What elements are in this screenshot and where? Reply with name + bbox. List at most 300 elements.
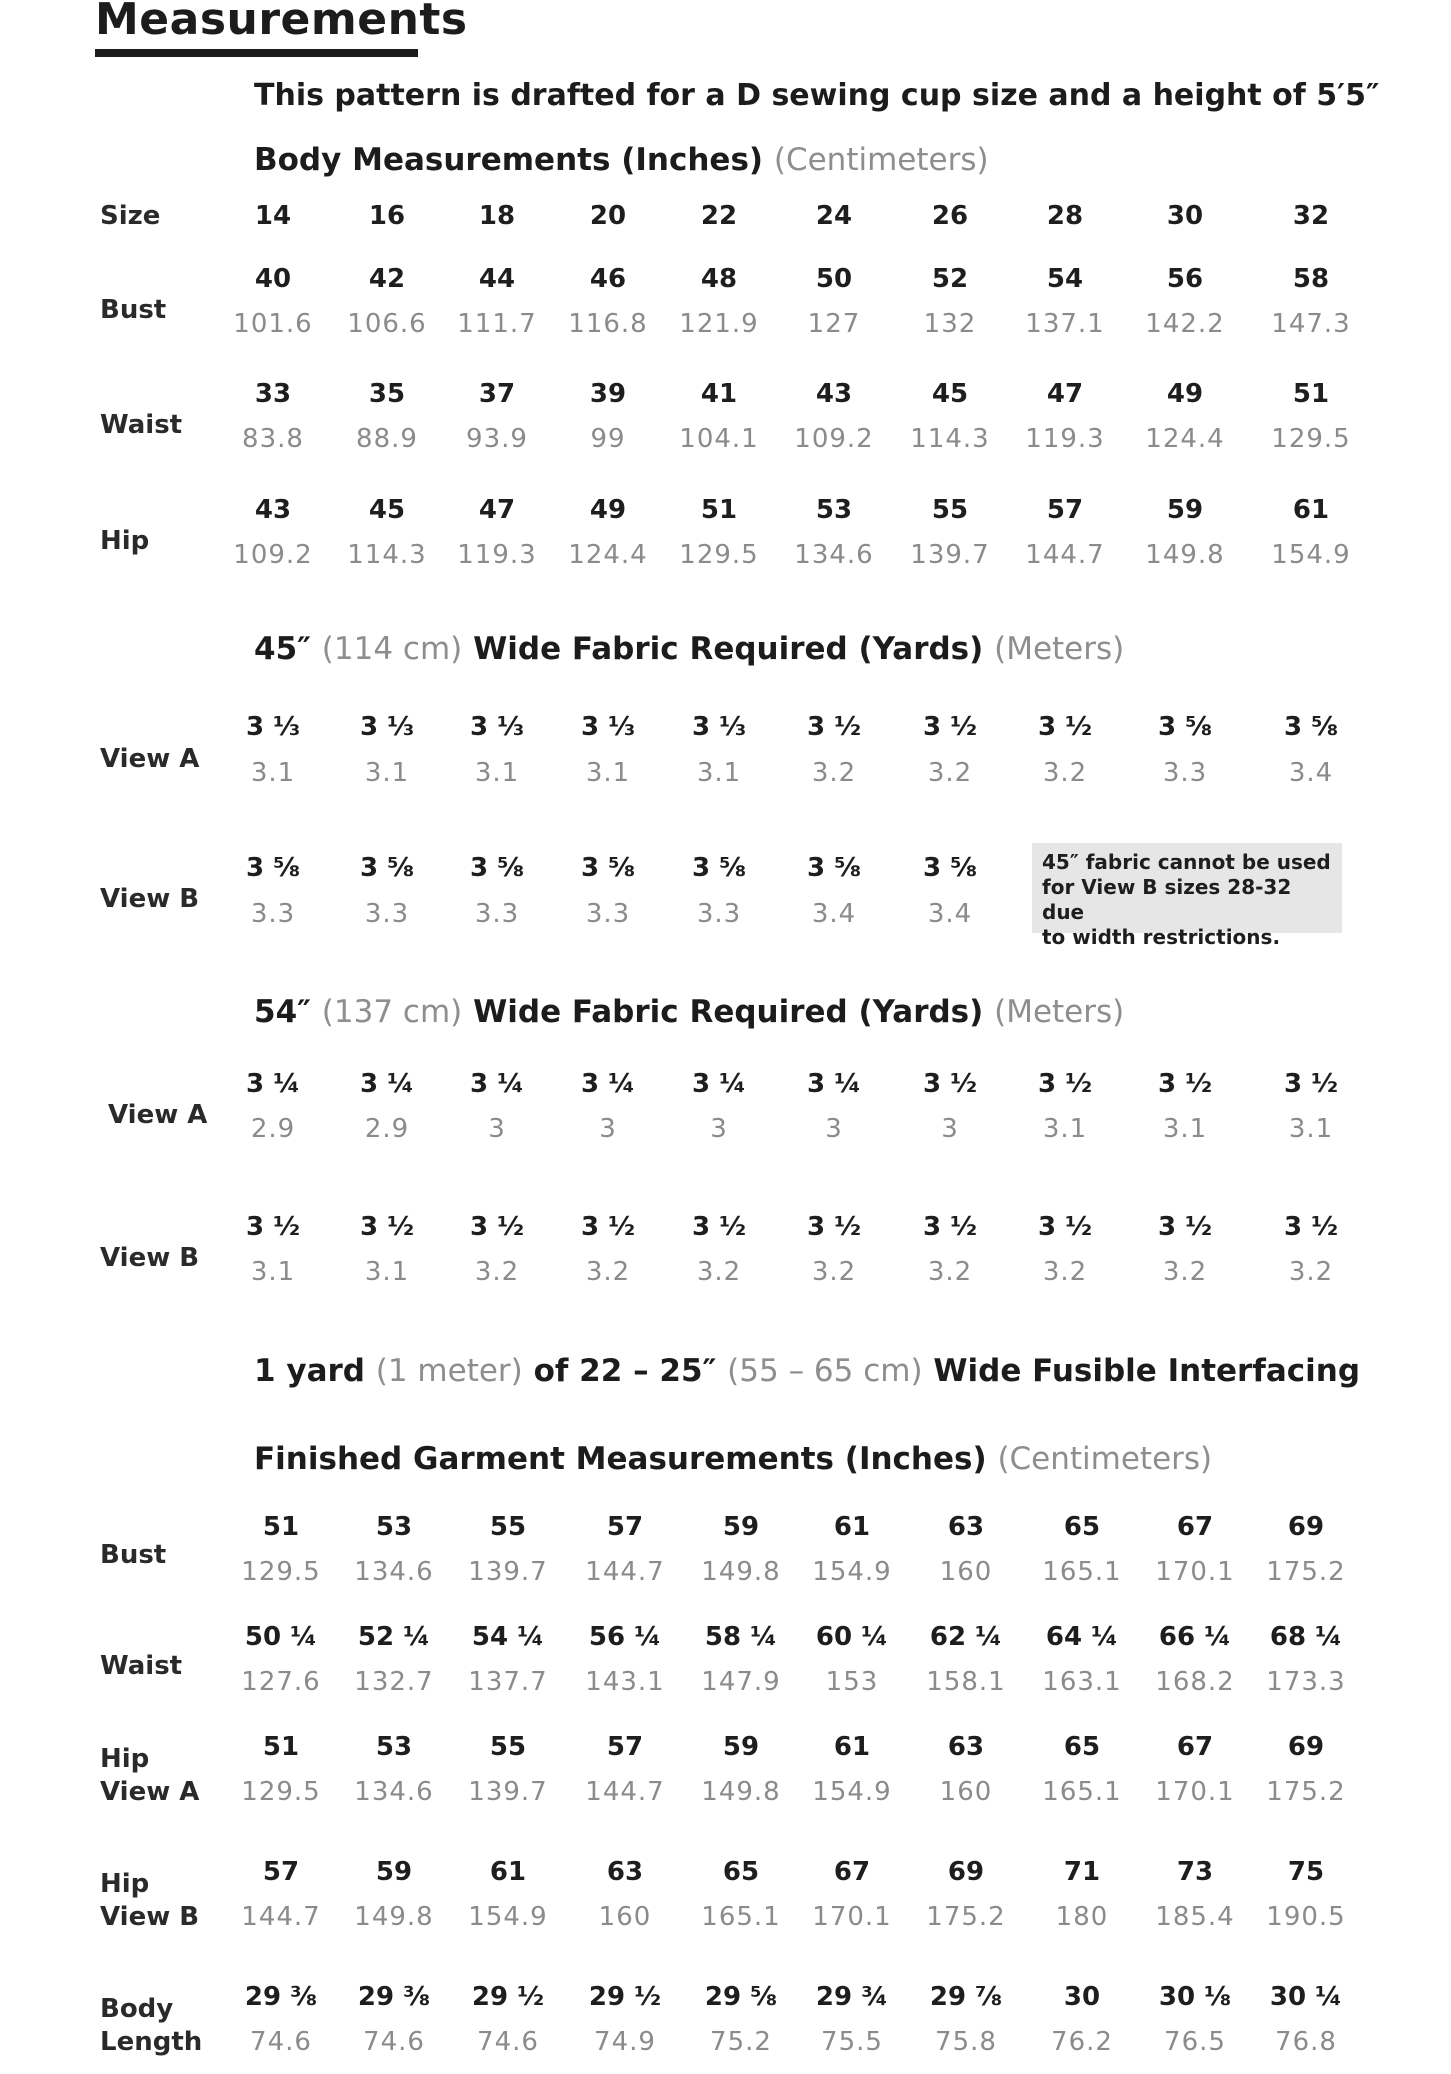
table-cell: 75	[1287, 1857, 1325, 1887]
table-cell: 154.9	[1271, 540, 1351, 570]
table-cell: 175.2	[1266, 1557, 1346, 1587]
table-cell: 30 ⅛	[1158, 1982, 1232, 2012]
table-cell: 3	[599, 1114, 617, 1144]
table-cell: 2.9	[364, 1114, 410, 1144]
table-cell: 61	[833, 1732, 871, 1762]
table-cell: 175.2	[926, 1902, 1006, 1932]
table-cell: 185.4	[1155, 1902, 1235, 1932]
table-cell: 3	[825, 1114, 843, 1144]
table-cell: 50 ¼	[244, 1622, 318, 1652]
table-cell: 3 ⅓	[359, 712, 415, 742]
finished-hip-b-cm-row	[0, 1902, 1451, 1936]
finished-hip-a-label-2: View A	[100, 1777, 200, 1807]
table-cell: 127	[807, 309, 861, 339]
table-cell: 129.5	[1271, 424, 1351, 454]
table-cell: 3 ¼	[359, 1069, 415, 1099]
bust-cm-row	[0, 309, 1451, 343]
table-cell: 67	[1176, 1512, 1214, 1542]
finished-heading-text: Finished Garment Measurements (Inches)	[254, 1441, 987, 1477]
table-cell: 3 ⅝	[1157, 712, 1213, 742]
table-cell: 61	[489, 1857, 527, 1887]
table-cell: 124.4	[568, 540, 648, 570]
table-cell: 3.3	[585, 899, 631, 929]
table-cell: 3.3	[1162, 758, 1208, 788]
table-cell: 3	[710, 1114, 728, 1144]
table-cell: 76.2	[1051, 2027, 1113, 2057]
table-cell: 3.3	[364, 899, 410, 929]
table-cell: 53	[375, 1512, 413, 1542]
table-cell: 3 ½	[580, 1212, 636, 1242]
table-cell: 147.3	[1271, 309, 1351, 339]
table-cell: 76.8	[1275, 2027, 1337, 2057]
table-cell: 3 ½	[1157, 1069, 1213, 1099]
fabric-45-meters: (Meters)	[994, 631, 1125, 667]
table-cell: 14	[254, 201, 292, 231]
table-cell: 160	[598, 1902, 652, 1932]
table-cell: 55	[489, 1512, 527, 1542]
table-cell: 3 ⅝	[806, 853, 862, 883]
table-cell: 3 ⅝	[1283, 712, 1339, 742]
finished-length-label-2: Length	[100, 2027, 203, 2057]
table-cell: 127.6	[241, 1667, 321, 1697]
table-cell: 132.7	[354, 1667, 434, 1697]
finished-hip-a-cm-row	[0, 1777, 1451, 1811]
fabric-54-view-a-meters-row	[0, 1114, 1451, 1148]
table-cell: 3.4	[927, 899, 973, 929]
table-cell: 149.8	[701, 1557, 781, 1587]
table-cell: 3 ½	[1283, 1069, 1339, 1099]
table-cell: 154.9	[812, 1557, 892, 1587]
table-cell: 45	[368, 495, 406, 525]
table-cell: 170.1	[812, 1902, 892, 1932]
table-cell: 56	[1166, 264, 1204, 294]
table-cell: 149.8	[701, 1777, 781, 1807]
table-cell: 71	[1063, 1857, 1101, 1887]
table-cell: 139.7	[910, 540, 990, 570]
table-cell: 63	[947, 1732, 985, 1762]
table-cell: 160	[939, 1557, 993, 1587]
table-cell: 142.2	[1145, 309, 1225, 339]
table-cell: 3.3	[250, 899, 296, 929]
table-cell: 165.1	[1042, 1557, 1122, 1587]
table-cell: 3 ½	[1037, 712, 1093, 742]
finished-hip-a-label-1: Hip	[100, 1744, 150, 1774]
body-heading-text: Body Measurements (Inches)	[254, 142, 764, 178]
table-cell: 3	[941, 1114, 959, 1144]
table-cell: 170.1	[1155, 1777, 1235, 1807]
table-cell: 73	[1176, 1857, 1214, 1887]
table-cell: 75.5	[821, 2027, 883, 2057]
table-cell: 132	[923, 309, 977, 339]
table-cell: 29 ½	[471, 1982, 545, 2012]
table-cell: 2.9	[250, 1114, 296, 1144]
table-cell: 16	[368, 201, 406, 231]
table-cell: 29 ⅜	[357, 1982, 431, 2012]
table-cell: 3.2	[927, 758, 973, 788]
table-cell: 57	[262, 1857, 300, 1887]
table-cell: 66 ¼	[1158, 1622, 1232, 1652]
table-cell: 74.6	[477, 2027, 539, 2057]
finished-length-label-1: Body	[100, 1994, 174, 2024]
table-cell: 35	[368, 379, 406, 409]
table-cell: 45	[931, 379, 969, 409]
table-cell: 3 ⅓	[469, 712, 525, 742]
table-cell: 3.4	[811, 899, 857, 929]
table-cell: 3	[488, 1114, 506, 1144]
table-cell: 3.4	[1288, 758, 1334, 788]
fabric-54-view-b-yards-row	[0, 1212, 1451, 1246]
table-cell: 3 ⅝	[580, 853, 636, 883]
table-cell: 3 ½	[469, 1212, 525, 1242]
table-cell: 61	[1292, 495, 1330, 525]
table-cell: 153	[825, 1667, 879, 1697]
table-cell: 65	[722, 1857, 760, 1887]
table-cell: 144.7	[585, 1777, 665, 1807]
table-cell: 134.6	[354, 1557, 434, 1587]
table-cell: 69	[1287, 1732, 1325, 1762]
table-cell: 41	[700, 379, 738, 409]
table-cell: 3 ⅝	[922, 853, 978, 883]
table-cell: 29 ¾	[815, 1982, 889, 2012]
table-cell: 74.6	[250, 2027, 312, 2057]
table-cell: 168.2	[1155, 1667, 1235, 1697]
table-cell: 3.2	[1162, 1257, 1208, 1287]
table-cell: 3 ½	[806, 712, 862, 742]
interfacing-type: Wide Fusible Interfacing	[933, 1353, 1361, 1389]
table-cell: 121.9	[679, 309, 759, 339]
table-cell: 3.3	[474, 899, 520, 929]
hip-cm-row	[0, 540, 1451, 574]
table-cell: 149.8	[354, 1902, 434, 1932]
table-cell: 42	[368, 264, 406, 294]
table-cell: 51	[1292, 379, 1330, 409]
table-cell: 165.1	[1042, 1777, 1122, 1807]
table-cell: 129.5	[241, 1557, 321, 1587]
table-cell: 30	[1063, 1982, 1101, 2012]
table-cell: 67	[833, 1857, 871, 1887]
size-row	[0, 201, 1451, 235]
finished-hip-b-inches-row	[0, 1857, 1451, 1891]
page-title: Measurements	[95, 0, 468, 45]
table-cell: 147.9	[701, 1667, 781, 1697]
hip-inches-row	[0, 495, 1451, 529]
table-cell: 43	[815, 379, 853, 409]
finished-hip-b-label-2: View B	[100, 1902, 200, 1932]
table-cell: 40	[254, 264, 292, 294]
table-cell: 3.1	[1042, 1114, 1088, 1144]
table-cell: 57	[1046, 495, 1084, 525]
table-cell: 52	[931, 264, 969, 294]
table-cell: 134.6	[794, 540, 874, 570]
fabric-45-view-a-label: View A	[100, 744, 200, 774]
fabric-54-title: Wide Fabric Required (Yards)	[473, 994, 984, 1030]
table-cell: 3.2	[811, 1257, 857, 1287]
table-cell: 3 ½	[806, 1212, 862, 1242]
callout-line-3: to width restrictions.	[1042, 925, 1281, 949]
table-cell: 29 ⅞	[929, 1982, 1003, 2012]
table-cell: 51	[700, 495, 738, 525]
table-cell: 56 ¼	[588, 1622, 662, 1652]
table-cell: 3 ¼	[806, 1069, 862, 1099]
fabric-45-view-a-yards-row	[0, 712, 1451, 746]
table-cell: 24	[815, 201, 853, 231]
table-cell: 51	[262, 1732, 300, 1762]
table-cell: 3.1	[1162, 1114, 1208, 1144]
table-cell: 49	[589, 495, 627, 525]
table-cell: 59	[375, 1857, 413, 1887]
table-cell: 59	[722, 1512, 760, 1542]
waist-inches-row	[0, 379, 1451, 413]
finished-waist-label: Waist	[100, 1651, 183, 1681]
table-cell: 57	[606, 1732, 644, 1762]
table-cell: 22	[700, 201, 738, 231]
table-cell: 57	[606, 1512, 644, 1542]
table-cell: 62 ¼	[929, 1622, 1003, 1652]
table-cell: 44	[478, 264, 516, 294]
table-cell: 53	[815, 495, 853, 525]
fabric-45-width: 45″	[254, 631, 311, 667]
table-cell: 3 ⅝	[245, 853, 301, 883]
table-cell: 3.1	[364, 758, 410, 788]
table-cell: 75.2	[710, 2027, 772, 2057]
fabric-54-view-a-label: View A	[108, 1100, 208, 1130]
table-cell: 3.1	[364, 1257, 410, 1287]
table-cell: 68 ¼	[1269, 1622, 1343, 1652]
fabric-54-view-a-yards-row	[0, 1069, 1451, 1103]
table-cell: 58 ¼	[704, 1622, 778, 1652]
table-cell: 30 ¼	[1269, 1982, 1343, 2012]
table-cell: 54	[1046, 264, 1084, 294]
table-cell: 165.1	[701, 1902, 781, 1932]
finished-bust-inches-row	[0, 1512, 1451, 1546]
table-cell: 154.9	[812, 1777, 892, 1807]
table-cell: 33	[254, 379, 292, 409]
table-cell: 3.2	[1288, 1257, 1334, 1287]
table-cell: 3.1	[250, 758, 296, 788]
table-cell: 137.1	[1025, 309, 1105, 339]
table-cell: 63	[606, 1857, 644, 1887]
table-cell: 163.1	[1042, 1667, 1122, 1697]
table-cell: 144.7	[1025, 540, 1105, 570]
table-cell: 55	[931, 495, 969, 525]
table-cell: 74.6	[363, 2027, 425, 2057]
table-cell: 3 ⅝	[691, 853, 747, 883]
hip-label: Hip	[100, 526, 150, 556]
table-cell: 3.1	[1288, 1114, 1334, 1144]
table-cell: 69	[947, 1857, 985, 1887]
table-cell: 134.6	[354, 1777, 434, 1807]
table-cell: 3 ⅓	[580, 712, 636, 742]
table-cell: 49	[1166, 379, 1204, 409]
width-restriction-note	[1032, 843, 1342, 949]
fabric-54-meters: (Meters)	[994, 994, 1125, 1030]
body-heading-metric: (Centimeters)	[773, 142, 989, 178]
waist-cm-row	[0, 424, 1451, 458]
fabric-54-width-cm: (137 cm)	[321, 994, 463, 1030]
table-cell: 149.8	[1145, 540, 1225, 570]
table-cell: 3 ½	[245, 1212, 301, 1242]
table-cell: 124.4	[1145, 424, 1225, 454]
table-cell: 109.2	[794, 424, 874, 454]
interfacing-note	[254, 1353, 1360, 1389]
table-cell: 111.7	[457, 309, 537, 339]
bust-inches-row	[0, 264, 1451, 298]
table-cell: 104.1	[679, 424, 759, 454]
table-cell: 144.7	[585, 1557, 665, 1587]
callout-line-1: 45″ fabric cannot be used	[1042, 850, 1331, 874]
table-cell: 3.1	[696, 758, 742, 788]
table-cell: 69	[1287, 1512, 1325, 1542]
table-cell: 75.8	[935, 2027, 997, 2057]
table-cell: 52 ¼	[357, 1622, 431, 1652]
table-cell: 137.7	[468, 1667, 548, 1697]
table-cell: 28	[1046, 201, 1084, 231]
table-cell: 129.5	[241, 1777, 321, 1807]
table-cell: 3.2	[927, 1257, 973, 1287]
table-cell: 46	[589, 264, 627, 294]
table-cell: 99	[590, 424, 626, 454]
finished-length-cm-row	[0, 2027, 1451, 2061]
table-cell: 158.1	[926, 1667, 1006, 1697]
table-cell: 47	[478, 495, 516, 525]
table-cell: 3 ¼	[580, 1069, 636, 1099]
table-cell: 3 ½	[691, 1212, 747, 1242]
table-cell: 3 ⅝	[469, 853, 525, 883]
table-cell: 3 ½	[922, 1212, 978, 1242]
table-cell: 3 ⅝	[359, 853, 415, 883]
table-cell: 3.1	[585, 758, 631, 788]
table-cell: 37	[478, 379, 516, 409]
finished-heading-metric: (Centimeters)	[997, 1441, 1213, 1477]
table-cell: 3.1	[250, 1257, 296, 1287]
table-cell: 160	[939, 1777, 993, 1807]
fabric-54-view-b-meters-row	[0, 1257, 1451, 1291]
table-cell: 55	[489, 1732, 527, 1762]
fabric-45-title: Wide Fabric Required (Yards)	[473, 631, 984, 667]
table-cell: 114.3	[347, 540, 427, 570]
interfacing-width-cm: (55 – 65 cm)	[727, 1353, 923, 1389]
finished-hip-b-label-1: Hip	[100, 1869, 150, 1899]
table-cell: 3 ½	[922, 1069, 978, 1099]
table-cell: 106.6	[347, 309, 427, 339]
table-cell: 59	[722, 1732, 760, 1762]
table-cell: 53	[375, 1732, 413, 1762]
table-cell: 93.9	[466, 424, 528, 454]
table-cell: 59	[1166, 495, 1204, 525]
table-cell: 18	[478, 201, 516, 231]
table-cell: 30	[1166, 201, 1204, 231]
table-cell: 29 ⅝	[704, 1982, 778, 2012]
table-cell: 3.2	[1042, 758, 1088, 788]
table-cell: 3.2	[696, 1257, 742, 1287]
table-cell: 3.3	[696, 899, 742, 929]
size-label: Size	[100, 201, 161, 231]
table-cell: 29 ⅜	[244, 1982, 318, 2012]
table-cell: 116.8	[568, 309, 648, 339]
table-cell: 67	[1176, 1732, 1214, 1762]
title-underline	[95, 49, 418, 57]
table-cell: 3.2	[1042, 1257, 1088, 1287]
table-cell: 20	[589, 201, 627, 231]
table-cell: 64 ¼	[1045, 1622, 1119, 1652]
fabric-54-width: 54″	[254, 994, 311, 1030]
finished-waist-cm-row	[0, 1667, 1451, 1701]
table-cell: 3 ¼	[691, 1069, 747, 1099]
table-cell: 109.2	[233, 540, 313, 570]
table-cell: 3 ½	[922, 712, 978, 742]
table-cell: 170.1	[1155, 1557, 1235, 1587]
table-cell: 3 ⅓	[691, 712, 747, 742]
callout-line-2: for View B sizes 28-32 due	[1042, 875, 1292, 924]
table-cell: 3 ½	[359, 1212, 415, 1242]
table-cell: 83.8	[242, 424, 304, 454]
table-cell: 175.2	[1266, 1777, 1346, 1807]
interfacing-meter: (1 meter)	[375, 1353, 523, 1389]
waist-label: Waist	[100, 410, 183, 440]
table-cell: 61	[833, 1512, 871, 1542]
table-cell: 48	[700, 264, 738, 294]
fabric-54-heading	[254, 994, 1124, 1030]
interfacing-yard: 1 yard	[254, 1353, 365, 1389]
table-cell: 76.5	[1164, 2027, 1226, 2057]
finished-length-inches-row	[0, 1982, 1451, 2016]
table-cell: 3 ½	[1283, 1212, 1339, 1242]
interfacing-width-in: of 22 – 25″	[533, 1353, 717, 1389]
table-cell: 114.3	[910, 424, 990, 454]
table-cell: 173.3	[1266, 1667, 1346, 1697]
body-measurements-heading	[254, 142, 989, 178]
table-cell: 88.9	[356, 424, 418, 454]
table-cell: 154.9	[468, 1902, 548, 1932]
table-cell: 3.2	[811, 758, 857, 788]
table-cell: 139.7	[468, 1557, 548, 1587]
table-cell: 3 ¼	[245, 1069, 301, 1099]
bust-label: Bust	[100, 295, 167, 325]
table-cell: 3.2	[474, 1257, 520, 1287]
table-cell: 3 ½	[1037, 1069, 1093, 1099]
table-cell: 26	[931, 201, 969, 231]
table-cell: 74.9	[594, 2027, 656, 2057]
fabric-45-view-a-meters-row	[0, 758, 1451, 792]
table-cell: 51	[262, 1512, 300, 1542]
fabric-45-width-cm: (114 cm)	[321, 631, 463, 667]
finished-waist-inches-row	[0, 1622, 1451, 1656]
fabric-54-view-b-label: View B	[100, 1243, 200, 1273]
pattern-note: This pattern is drafted for a D sewing cup size and a height of 5′5″	[254, 78, 1380, 113]
finished-bust-label: Bust	[100, 1540, 167, 1570]
table-cell: 65	[1063, 1512, 1101, 1542]
table-cell: 54 ¼	[471, 1622, 545, 1652]
table-cell: 144.7	[241, 1902, 321, 1932]
table-cell: 63	[947, 1512, 985, 1542]
fabric-45-view-b-label: View B	[100, 884, 200, 914]
table-cell: 143.1	[585, 1667, 665, 1697]
table-cell: 50	[815, 264, 853, 294]
table-cell: 3.2	[585, 1257, 631, 1287]
table-cell: 29 ½	[588, 1982, 662, 2012]
fabric-45-heading	[254, 631, 1124, 667]
table-cell: 180	[1055, 1902, 1109, 1932]
table-cell: 3 ¼	[469, 1069, 525, 1099]
table-cell: 43	[254, 495, 292, 525]
table-cell: 60 ¼	[815, 1622, 889, 1652]
table-cell: 119.3	[1025, 424, 1105, 454]
table-cell: 65	[1063, 1732, 1101, 1762]
table-cell: 3 ⅓	[245, 712, 301, 742]
table-cell: 58	[1292, 264, 1330, 294]
table-cell: 3 ½	[1157, 1212, 1213, 1242]
table-cell: 190.5	[1266, 1902, 1346, 1932]
